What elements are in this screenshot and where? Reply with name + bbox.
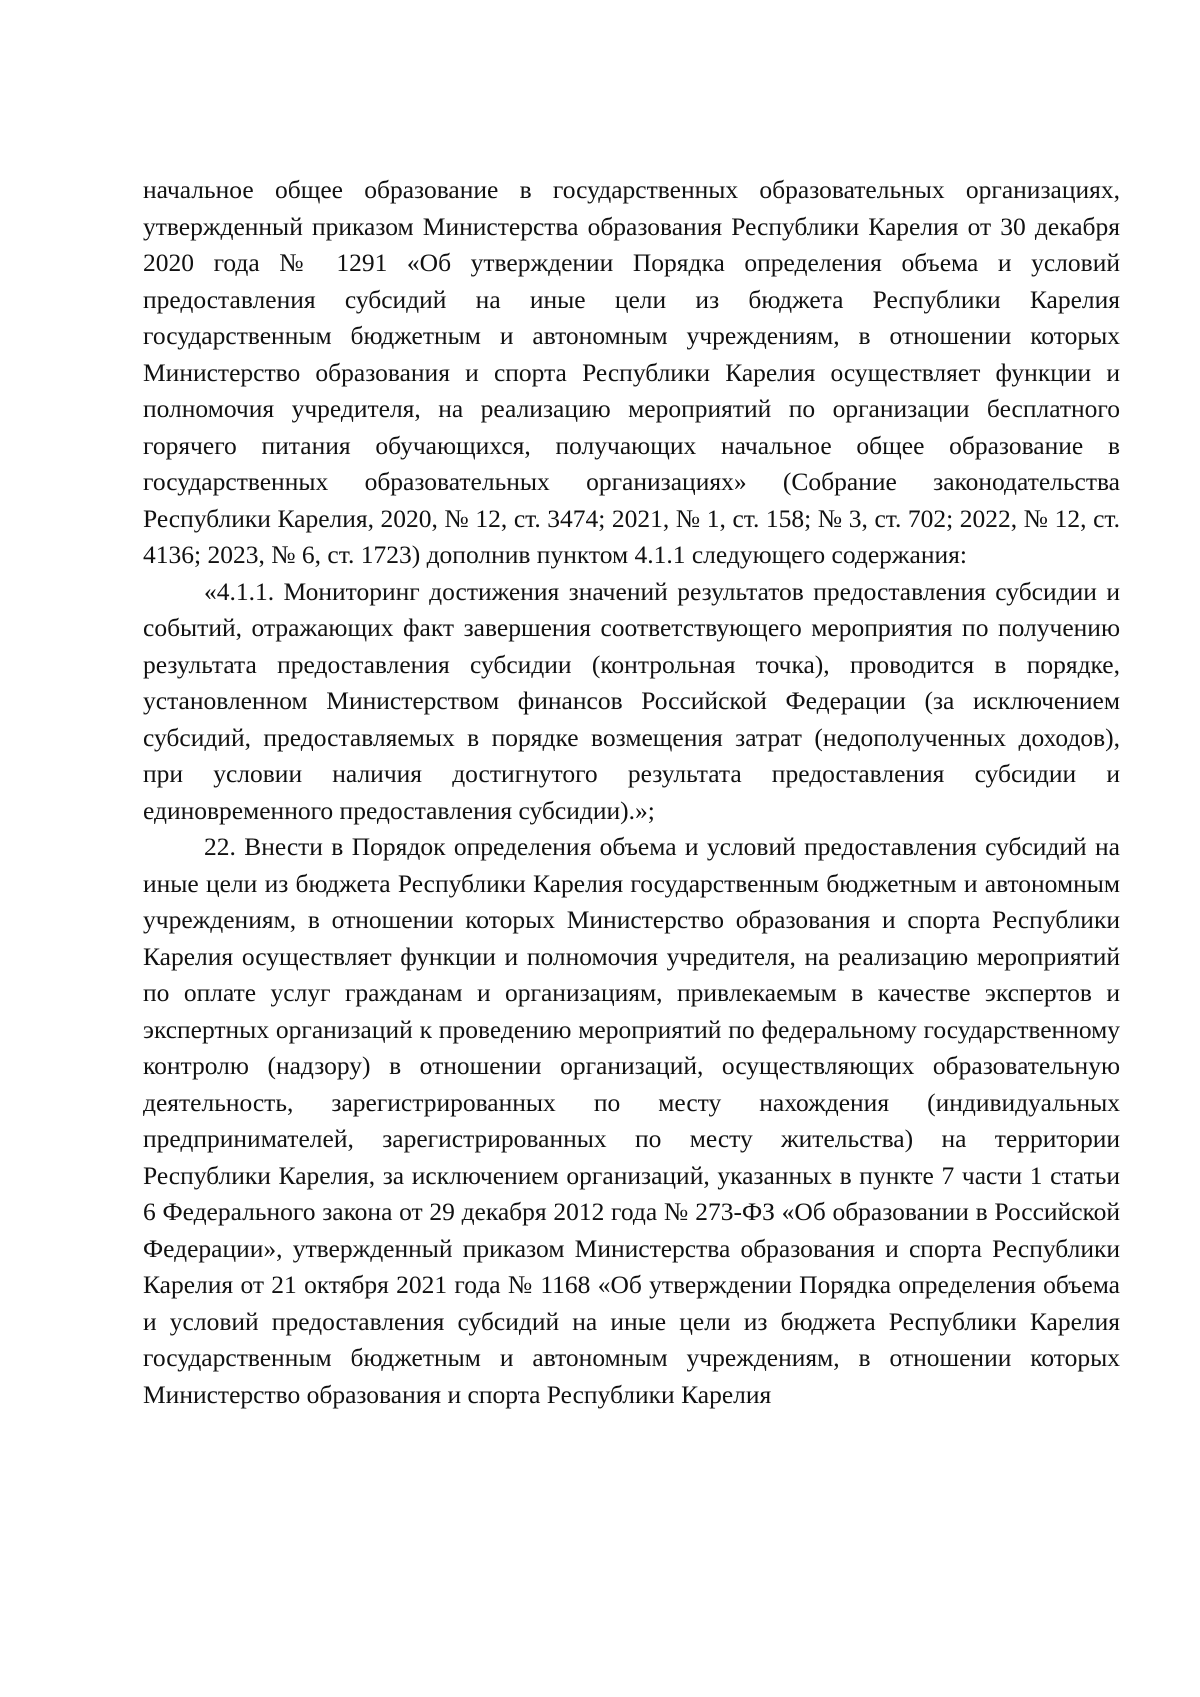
document-body [143, 172, 1120, 1413]
paragraph-item-22: 22. Внести в Порядок определения объема и условий предоставления субсидий на иные цели из бюджета Республики Карелия государственным бюджетным и автономным учреждениям, в отношении которых Министерство образования и спорта Республики Карелия осуществляет функции и полномочия учредителя, на реализацию мероприятий по оплате услуг гражданам и организациям, привлекаемым в качестве экспертов и экспертных организаций к проведению мероприятий по федеральному государственному контролю (надзору) в отношении организаций, осуществляющих образовательную деятельность, зарегистрированных по месту нахождения (индивидуальных предпринимателей, зарегистрированных по месту жительства) на территории Республики Карелия, за исключением организаций, указанных в пункте 7 части 1 статьи 6 Федерального закона от 29 декабря 2012 года № 273-ФЗ «Об образовании в Российской Федерации», утвержденный приказом Министерства образования и спорта Республики Карелия от 21 октября 2021 года № 1168 «Об утверждении Порядка определения объема и условий предоставления субсидий на иные цели из бюджета Республики Карелия государственным бюджетным и автономным учреждениям, в отношении которых Министерство образования и спорта Республики Карелия [143, 832, 1120, 1409]
paragraph-order-amendment: начальное общее образование в государственных образовательных организациях, утвержденный приказом Министерства образования Республики Карелия от 30 декабря 2020 года № 1291 «Об утверждении Порядка определения объема и условий предоставления субсидий на иные цели из бюджета Республики Карелия государственным бюджетным и автономным учреждениям, в отношении которых Министерство образования и спорта Республики Карелия осуществляет функции и полномочия учредителя, на реализацию мероприятий по организации бесплатного горячего питания обучающихся, получающих начальное общее образование в государственных образовательных организациях» (Собрание законодательства Республики Карелия, 2020, № 12, ст. 3474; 2021, № 1, ст. 158; № 3, ст. 702; 2022, № 12, ст. 4136; 2023, № 6, ст. 1723) дополнив пунктом 4.1.1 следующего содержания: [143, 175, 1120, 569]
paragraph-item-4-1-1: «4.1.1. Мониторинг достижения значений результатов предоставления субсидии и событий, отражающих факт завершения соответствующего мероприятия по получению результата предоставления субсидии (контрольная точка), проводится в порядке, установленном Министерством финансов Российской Федерации (за исключением субсидий, предоставляемых в порядке возмещения затрат (недополученных доходов), при условии наличия достигнутого результата предоставления субсидии и единовременного предоставления субсидии).»; [143, 576, 1120, 825]
